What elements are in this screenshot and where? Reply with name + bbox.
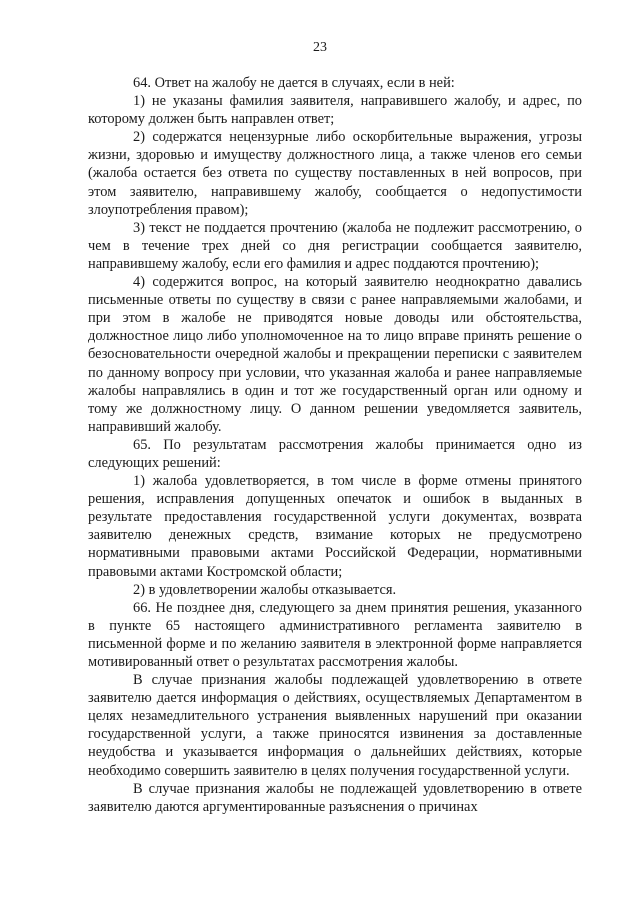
page-number: 23 xyxy=(313,40,327,55)
paragraph-65-intro: 65. По результатам рассмотрения жалобы принимается одно из следующих решений: xyxy=(88,436,582,471)
paragraph-64-item-4: 4) содержится вопрос, на который заявителю неоднократно давались письменные ответы по существу в связи с ранее направляемыми жалобами, и при этом в жалобе не приводятся новые доводы или обстоятельства, должностное лицо либо уполномоченное на то лицо вправе принять решение о безосновательности очередной жалобы и прекращении переписки с заявителем по данному вопросу при условии, что указанная жалоба и ранее направляемые жалобы направлялись в один и тот же государственный орган или одному и тому же должностному лицу. О данном решении уведомляется заявитель, направивший жалобу. xyxy=(88,274,582,435)
paragraph-unsatisfied-case: В случае признания жалобы не подлежащей удовлетворению в ответе заявителю даются аргументированные разъяснения о причинах xyxy=(88,780,582,815)
paragraph-64-item-3: 3) текст не поддается прочтению (жалоба не подлежит рассмотрению, о чем в течение трех дней со дня регистрации сообщается заявителю, направившему жалобу, если его фамилия и адрес поддаются прочтению); xyxy=(88,219,582,272)
paragraph-66: 66. Не позднее дня, следующего за днем принятия решения, указанного в пункте 65 настоящего административного регламента заявителю в письменной форме и по желанию заявителя в электронной форме направляется мотивированный ответ о результатах рассмотрения жалобы. xyxy=(88,599,582,670)
paragraph-65-item-2: 2) в удовлетворении жалобы отказывается. xyxy=(133,581,397,598)
paragraph-64-intro: 64. Ответ на жалобу не дается в случаях, если в ней: xyxy=(133,75,455,91)
paragraph-65-item-1: 1) жалоба удовлетворяется, в том числе в форме отмены принятого решения, исправления допущенных опечаток и ошибок в выданных в результате предоставления государственной услуги документах, возврата заявителю денежных средств, взимание которых не предусмотрено нормативными правовыми актами Российской Федерации, нормативными правовыми актами Костромской области; xyxy=(88,473,582,580)
paragraph-64-item-2: 2) содержатся нецензурные либо оскорбительные выражения, угрозы жизни, здоровью и имуществу должностного лица, а также членов его семьи (жалоба остается без ответа по существу поставленных в ней вопросов, при этом заявителю, направившему жалобу, сообщается о недопустимости злоупотребления правом); xyxy=(88,129,582,218)
paragraph-satisfied-case: В случае признания жалобы подлежащей удовлетворению в ответе заявителю дается информация о действиях, осуществляемых Департаментом в целях незамедлительного устранения выявленных нарушений при оказании государственной услуги, а также приносятся извинения за доставленные неудобства и указывается информация о дальнейших действиях, которые необходимо совершить заявителю в целях получения государственной услуги. xyxy=(88,672,582,779)
paragraph-64-item-1: 1) не указаны фамилия заявителя, направившего жалобу, и адрес, по которому должен быть направлен ответ; xyxy=(88,93,582,128)
document-body xyxy=(88,74,582,816)
